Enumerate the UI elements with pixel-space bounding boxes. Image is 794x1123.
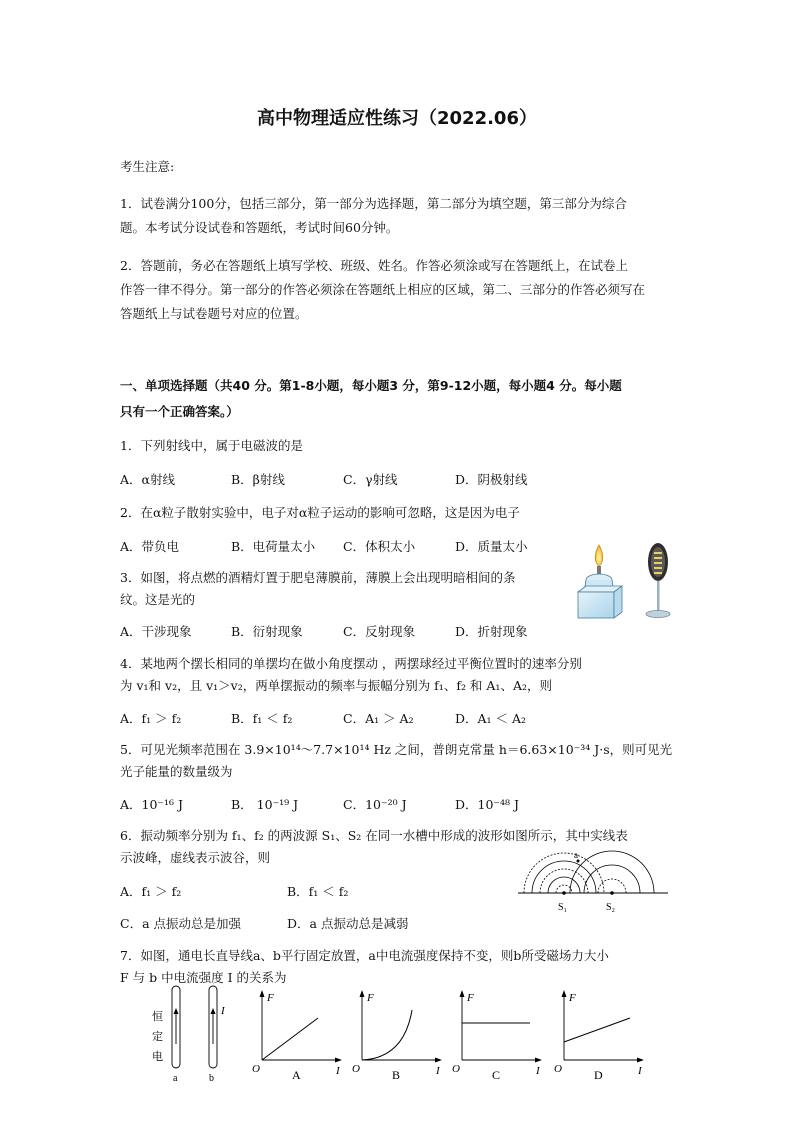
option-d: D．A₁ ＜ A₂ — [455, 711, 527, 726]
axis-i-label: I — [336, 1065, 340, 1077]
question-stem: 为 v₁和 v₂，且 v₁＞v₂，两单摆振动的频率与振幅分别为 f₁、f₂ 和 A₁、A₂，则 — [120, 678, 552, 693]
alcohol-lamp-soap-film-figure — [572, 540, 682, 622]
question-stem: 1．下列射线中，属于电磁波的是 — [120, 438, 303, 453]
graph-option-c — [452, 988, 544, 1080]
current-label: I — [221, 1005, 225, 1017]
source-s2-label: S₂ — [606, 902, 616, 913]
axis-f-label: F — [367, 992, 374, 1004]
notice-heading: 考生注意: — [120, 159, 175, 174]
option-d: D．阴极射线 — [455, 472, 528, 487]
notice-text: 1．试卷满分100分，包括三部分，第一部分为选择题，第二部分为填空题，第三部分为综合 — [120, 196, 627, 211]
question-stem: 纹。这是光的 — [120, 592, 196, 607]
option-a: A．10⁻¹⁶ J — [120, 797, 184, 812]
wave-interference-figure — [518, 846, 668, 916]
option-c: C．反射现象 — [343, 624, 416, 639]
question-stem: 3．如图，将点燃的酒精灯置于肥皂薄膜前，薄膜上会出现明暗相间的条 — [120, 570, 516, 585]
option-c-label: C — [492, 1068, 501, 1082]
section-heading: 只有一个正确答案。） — [120, 404, 239, 419]
axis-i-label: I — [638, 1065, 642, 1077]
origin-label: O — [452, 1063, 460, 1075]
option-a: A．α射线 — [120, 472, 175, 487]
option-b: B．f₁ ＜ f₂ — [231, 711, 293, 726]
question-stem: 光子能量的数量级为 — [120, 764, 233, 779]
option-c: C．10⁻²⁰ J — [343, 797, 407, 812]
wire-a-label: a — [173, 1073, 178, 1084]
option-d: D．质量太小 — [455, 539, 528, 554]
question-stem: 6．振动频率分别为 f₁、f₂ 的两波源 S₁、S₂ 在同一水槽中形成的波形如图所示，其中实线表 — [120, 828, 628, 843]
option-a: A．f₁ ＞ f₂ — [120, 711, 182, 726]
parallel-wires-figure — [148, 984, 243, 1084]
graph-option-b — [352, 988, 444, 1080]
question-stem: 2．在α粒子散射实验中，电子对α粒子运动的影响可忽略，这是因为电子 — [120, 505, 520, 520]
axis-f-label: F — [467, 992, 474, 1004]
option-a-label: A — [292, 1068, 301, 1082]
option-a: A．干涉现象 — [120, 624, 192, 639]
notice-text: 2．答题前，务必在答题纸上填写学校、班级、姓名。作答必须涂或写在答题纸上，在试卷上 — [120, 258, 628, 273]
question-stem: 5．可见光频率范围在 3.9×10¹⁴～7.7×10¹⁴ Hz 之间，普朗克常量 h＝6.63×10⁻³⁴ J·s，则可见光 — [120, 742, 673, 757]
question-stem: 4．某地两个摆长相同的单摆均在做小角度摆动 ，两摆球经过平衡位置时的速率分别 — [120, 656, 582, 671]
notice-text: 作答一律不得分。第一部分的作答必须涂在答题纸上相应的区域，第二、三部分的作答必须写在 — [120, 282, 646, 297]
page-title: 高中物理适应性练习（2022.06） — [257, 108, 537, 129]
option-c: C．A₁ ＞ A₂ — [343, 711, 414, 726]
section-heading: 一、单项选择题（共40 分。第1-8小题，每小题3 分，第9-12小题，每小题4 分。每小题 — [120, 378, 622, 393]
wire-note-char: 电 — [152, 1051, 163, 1063]
option-b: B． 10⁻¹⁹ J — [231, 797, 299, 812]
option-c: C．a 点振动总是加强 — [120, 916, 241, 931]
option-a: A．f₁ ＞ f₂ — [120, 884, 182, 899]
option-b: B．β射线 — [231, 472, 285, 487]
wire-note-char: 恒 — [152, 1011, 163, 1023]
source-s1-label: S₁ — [558, 902, 568, 913]
wire-note-char: 定 — [152, 1031, 163, 1043]
option-d: D．a 点振动总是减弱 — [287, 916, 409, 931]
graph-option-d — [554, 988, 646, 1080]
question-stem: 7．如图，通电长直导线a、b平行固定放置，a中电流强度保持不变，则b所受磁场力大小 — [120, 948, 609, 963]
option-c: C．体积太小 — [343, 539, 416, 554]
option-d-label: D — [594, 1068, 603, 1082]
option-b: B．f₁ ＜ f₂ — [287, 884, 349, 899]
origin-label: O — [352, 1063, 360, 1075]
question-stem: 示波峰，虚线表示波谷，则 — [120, 850, 271, 865]
option-b: B．电荷量太小 — [231, 539, 316, 554]
axis-f-label: F — [267, 992, 274, 1004]
option-a: A．带负电 — [120, 539, 180, 554]
option-d: D．10⁻⁴⁸ J — [455, 797, 520, 812]
origin-label: O — [554, 1063, 562, 1075]
option-c: C．γ射线 — [343, 472, 398, 487]
wire-b-label: b — [209, 1073, 214, 1084]
notice-text: 题。本考试分设试卷和答题纸，考试时间60分钟。 — [120, 220, 399, 235]
option-d: D．折射现象 — [455, 624, 528, 639]
axis-i-label: I — [536, 1065, 540, 1077]
origin-label: O — [252, 1063, 260, 1075]
point-a-label: a — [574, 850, 578, 860]
axis-f-label: F — [569, 992, 576, 1004]
notice-text: 答题纸上与试卷题号对应的位置。 — [120, 306, 308, 321]
option-b: B．衍射现象 — [231, 624, 303, 639]
question-stem: F 与 b 中电流强度 I 的关系为 — [120, 970, 287, 985]
graph-option-a — [252, 988, 344, 1080]
axis-i-label: I — [436, 1065, 440, 1077]
option-b-label: B — [392, 1068, 401, 1082]
